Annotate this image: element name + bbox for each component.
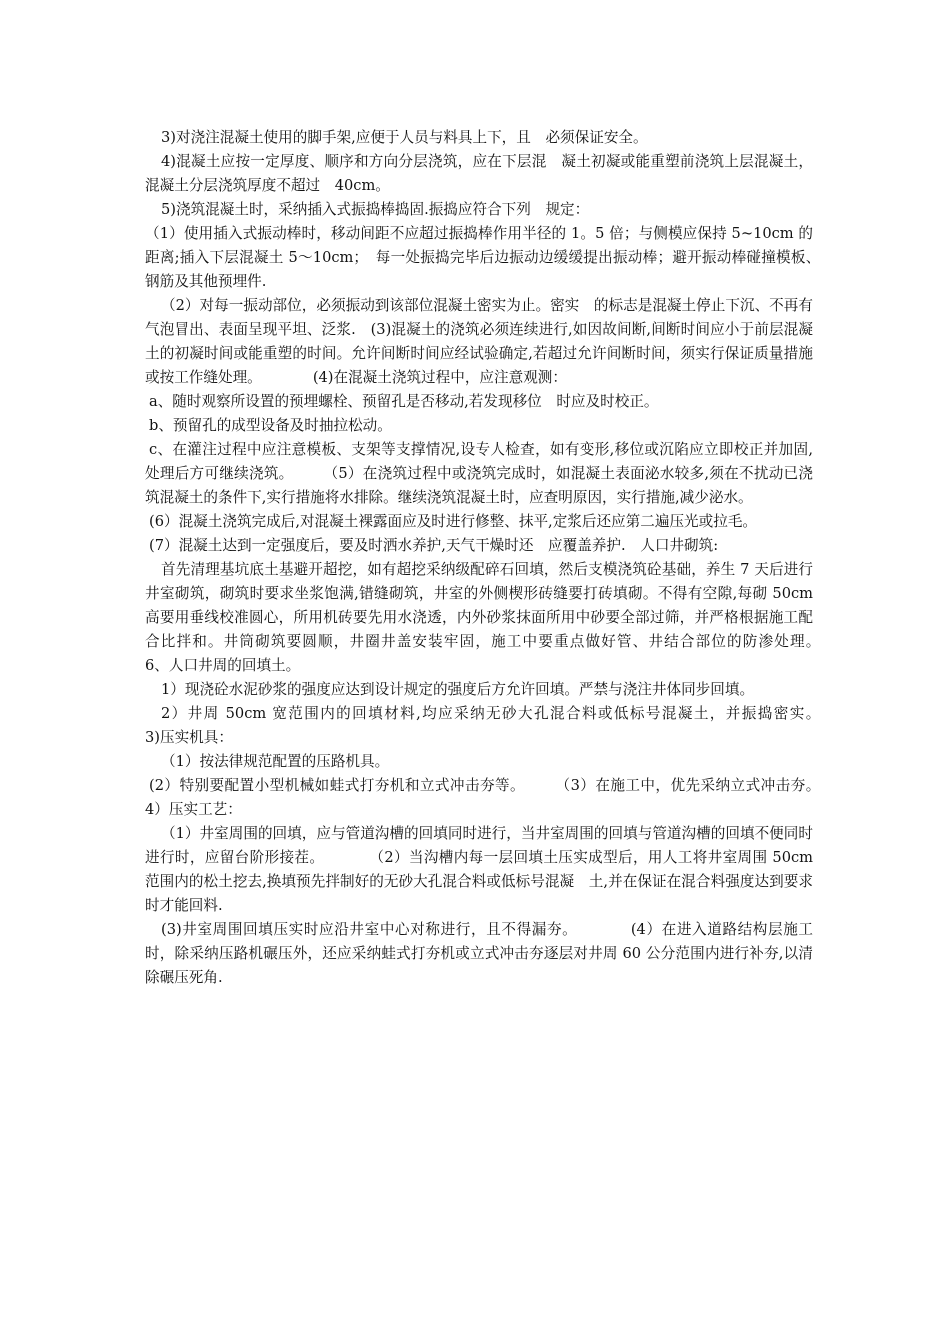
- paragraph-11: 首先清理基坑底土基避开超挖，如有超挖采纳级配碎石回填，然后支模浇筑砼基础，养生 7 天后进行井室砌筑，砌筑时要求坐浆饱满,错缝砌筑，井室的外侧楔形砖缝要打砖填砌。不得有空隙,每砌 50cm 高要用垂线校准圆心，所用机砖要先用水浇透，内外砂浆抹面所用中砂要全部过筛，并严格根据施工配合比拌和。井筒砌筑要圆顺，井圈井盖安装牢固，施工中要重点做好管、井结合部位的防渗处理。 6、人口井周的回填土。: [145, 561, 843, 674]
- paragraph-5: （2）对每一振动部位，必须振动到该部位混凝土密实为止。密实 的标志是混凝土停止下沉、不再有气泡冒出、表面呈现平坦、泛浆. (3)混凝土的浇筑必须连续进行,如因故间断,间断时间应小于前层混凝土的初凝时间或能重塑的时间。允许间断时间应经试验确定,若超过允许间断时间，须实行保证质量措施或按工作缝处理。 (4)在混凝土浇筑过程中，应注意观测：: [145, 297, 813, 386]
- paragraph-15: (2）特别要配置小型机械如蛙式打夯机和立式冲击夯等。 （3）在施工中，优先采纳立式冲击夯。 4）压实工艺：: [145, 777, 857, 818]
- paragraph-13: 2）井周 50cm 宽范围内的回填材料,均应采纳无砂大孔混合料或低标号混凝土，并振捣密实。 3)压实机具：: [145, 705, 857, 746]
- paragraph-10: (7）混凝土达到一定强度后，要及时洒水养护,天气干燥时还 应覆盖养护. 人口井砌筑:: [149, 537, 719, 554]
- paragraph-8: c、在灌注过程中应注意模板、支架等支撑情况,设专人检查，如有变形,移位或沉陷应立即校正并加固,处理后方可继续浇筑。 （5）在浇筑过程中或浇筑完成时，如混凝土表面泌水较多,须在不扰动已浇筑混凝土的条件下,实行措施将水排除。继续浇筑混凝土时，应查明原因，实行措施,减少泌水。: [145, 441, 813, 506]
- paragraph-17: (3)井室周围回填压实时应沿井室中心对称进行，且不得漏夯。 (4）在进入道路结构层施工时，除采纳压路机碾压外，还应采纳蛙式打夯机或立式冲击夯逐层对井周 60 公分范围内进行补夯,以清除碾压死角.: [145, 921, 813, 986]
- paragraph-14: （1）按法律规范配置的压路机具。: [161, 753, 390, 770]
- paragraph-9: (6）混凝土浇筑完成后,对混凝土裸露面应及时进行修整、抹平,定浆后还应第二遍压光或拉毛。: [149, 513, 758, 530]
- paragraph-12: 1）现浇砼水泥砂浆的强度应达到设计规定的强度后方允许回填。严禁与浇注井体同步回填。: [161, 681, 755, 698]
- paragraph-3: 5)浇筑混凝土时，采纳插入式振捣棒捣固.振捣应符合下列 规定：: [161, 201, 590, 218]
- paragraph-2: 4)混凝土应按一定厚度、顺序和方向分层浇筑，应在下层混 凝土初凝或能重塑前浇筑上层混凝土，混凝土分层浇筑厚度不超过 40cm。: [145, 153, 813, 194]
- document-body: [145, 126, 857, 990]
- paragraph-6: a、随时观察所设置的预埋螺栓、预留孔是否移动,若发现移位 时应及时校正。: [149, 393, 659, 410]
- paragraph-4: （1）使用插入式振动棒时，移动间距不应超过振捣棒作用半径的 1。5 倍；与侧模应保持 5~10cm 的距离;插入下层混凝土 5～10cm； 每一处振捣完毕后边振动边缓缓提出振动棒；避开振动棒碰撞模板、 钢筋及其他预埋件.: [145, 225, 828, 290]
- paragraph-7: b、预留孔的成型设备及时抽拉松动。: [149, 417, 392, 434]
- paragraph-1: 3)对浇注混凝土使用的脚手架,应便于人员与料具上下，且 必须保证安全。: [161, 129, 648, 146]
- paragraph-16: （1）井室周围的回填，应与管道沟槽的回填同时进行，当井室周围的回填与管道沟槽的回填不便同时进行时，应留台阶形接茬。 （2）当沟槽内每一层回填土压实成型后，用人工将井室周围 50cm 范围内的松土挖去,换填预先拌制好的无砂大孔混合料或低标号混凝 土,并在保证在混合料强度达到要求时才能回料.: [145, 825, 813, 914]
